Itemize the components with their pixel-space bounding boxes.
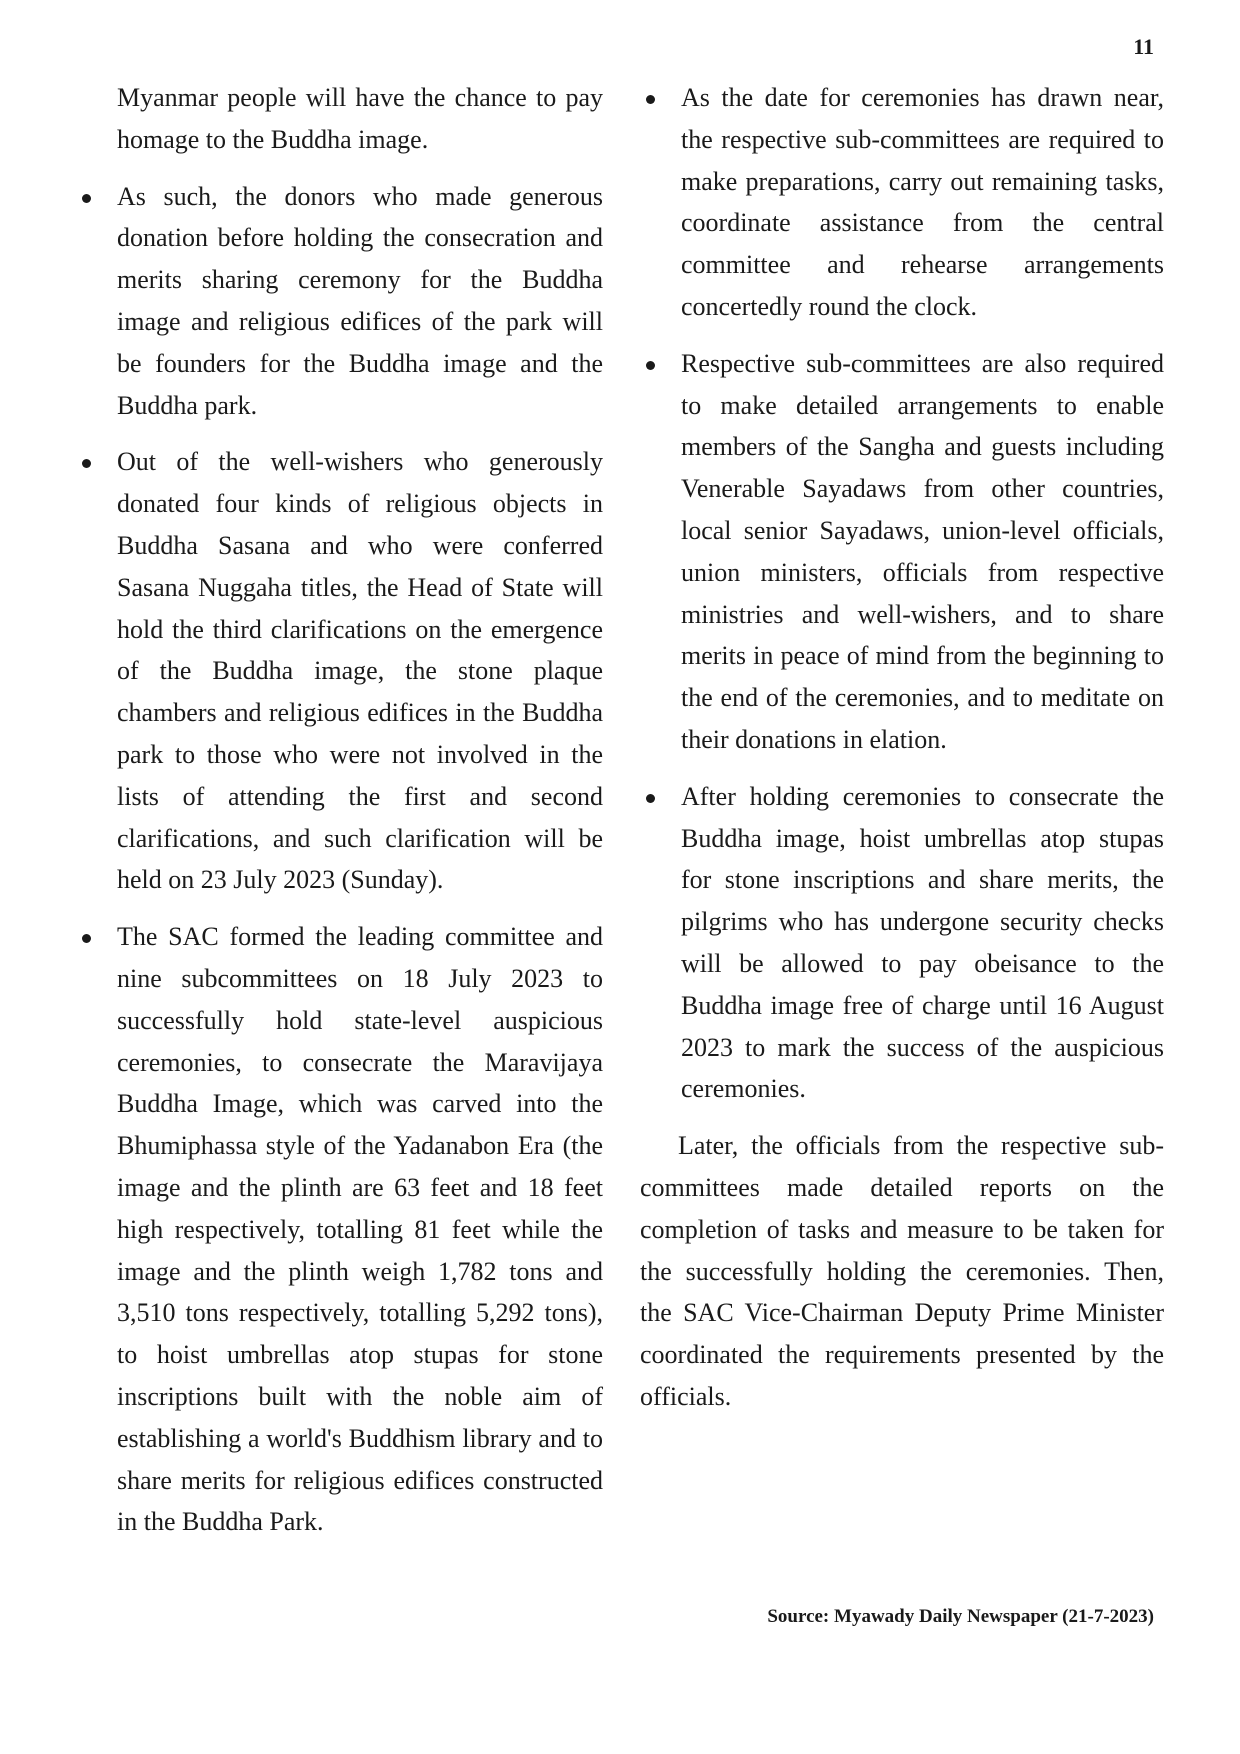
- bullet-item: [640, 343, 1164, 761]
- bullet-item: [640, 776, 1164, 1110]
- bullet-icon: [646, 95, 655, 104]
- bullet-item: [76, 176, 603, 427]
- bullet-icon: [82, 194, 91, 203]
- bullet-text: After holding ceremonies to consecrate the Buddha image, hoist umbrellas atop stupas for stone inscriptions and share merits, the pilgrims who has undergone security checks will be allowed to pay obeisance to the Buddha image free of charge until 16 August 2023 to mark the success of the auspicious ceremonies.: [681, 781, 1164, 1104]
- bullet-item: [76, 916, 603, 1543]
- bullet-icon: [646, 361, 655, 370]
- bullet-icon: [82, 459, 91, 468]
- page-number: 11: [1133, 34, 1154, 59]
- bullet-text: As such, the donors who made generous donation before holding the consecration and merits sharing ceremony for the Buddha image and religious edifices of the park will be founders for the Buddha image and the Buddha park.: [117, 181, 603, 420]
- bullet-icon: [646, 794, 655, 803]
- closing-paragraph: Later, the officials from the respective sub-committees made detailed reports on the completion of tasks and measure to be taken for the successfully holding the ceremonies. Then, the SAC Vice-Chairman Deputy Prime Minister coordinated the requirements presented by the officials.: [640, 1131, 1164, 1411]
- bullet-text: The SAC formed the leading committee and nine subcommittees on 18 July 2023 to successfully hold state-level auspicious ceremonies, to consecrate the Maravijaya Buddha Image, which was carved into the Bhumiphassa style of the Yadanabon Era (the image and the plinth are 63 feet and 18 feet high respectively, totalling 81 feet while the image and the plinth weigh 1,782 tons and 3,510 tons respectively, totalling 5,292 tons), to hoist umbrellas atop stupas for stone inscriptions built with the noble aim of establishing a world's Buddhism library and to share merits for religious edifices constructed in the Buddha Park.: [117, 922, 603, 1537]
- bullet-text: Out of the well-wishers who generously donated four kinds of religious objects in Buddha Sasana and who were conferred Sasana Nuggaha titles, the Head of State will hold the third clarifications on the emergence of the Buddha image, the stone plaque chambers and religious edifices in the Buddha park to those who were not involved in the lists of attending the first and second clarifications, and such clarification will be held on 23 July 2023 (Sunday).: [117, 447, 603, 895]
- bullet-icon: [82, 934, 91, 943]
- source-citation: Source: Myawady Daily Newspaper (21-7-2023): [767, 1606, 1154, 1627]
- bullet-text: Respective sub-committees are also required to make detailed arrangements to enable members of the Sangha and guests including Venerable Sayadaws from other countries, local senior Sayadaws, union-level officials, union ministers, officials from respective ministries and well-wishers, and to share merits in peace of mind from the beginning to the end of the ceremonies, and to meditate on their donations in elation.: [681, 348, 1164, 754]
- bullet-item: [76, 441, 603, 901]
- bullet-text: As the date for ceremonies has drawn near, the respective sub-committees are required to make preparations, carry out remaining tasks, coordinate assistance from the central committee and rehearse arrangements concertedly round the clock.: [681, 83, 1164, 321]
- right-column: [640, 77, 1164, 1433]
- bullet-item: [640, 77, 1164, 328]
- left-column: [76, 77, 603, 1558]
- continued-paragraph: Myanmar people will have the chance to pay homage to the Buddha image.: [117, 83, 603, 154]
